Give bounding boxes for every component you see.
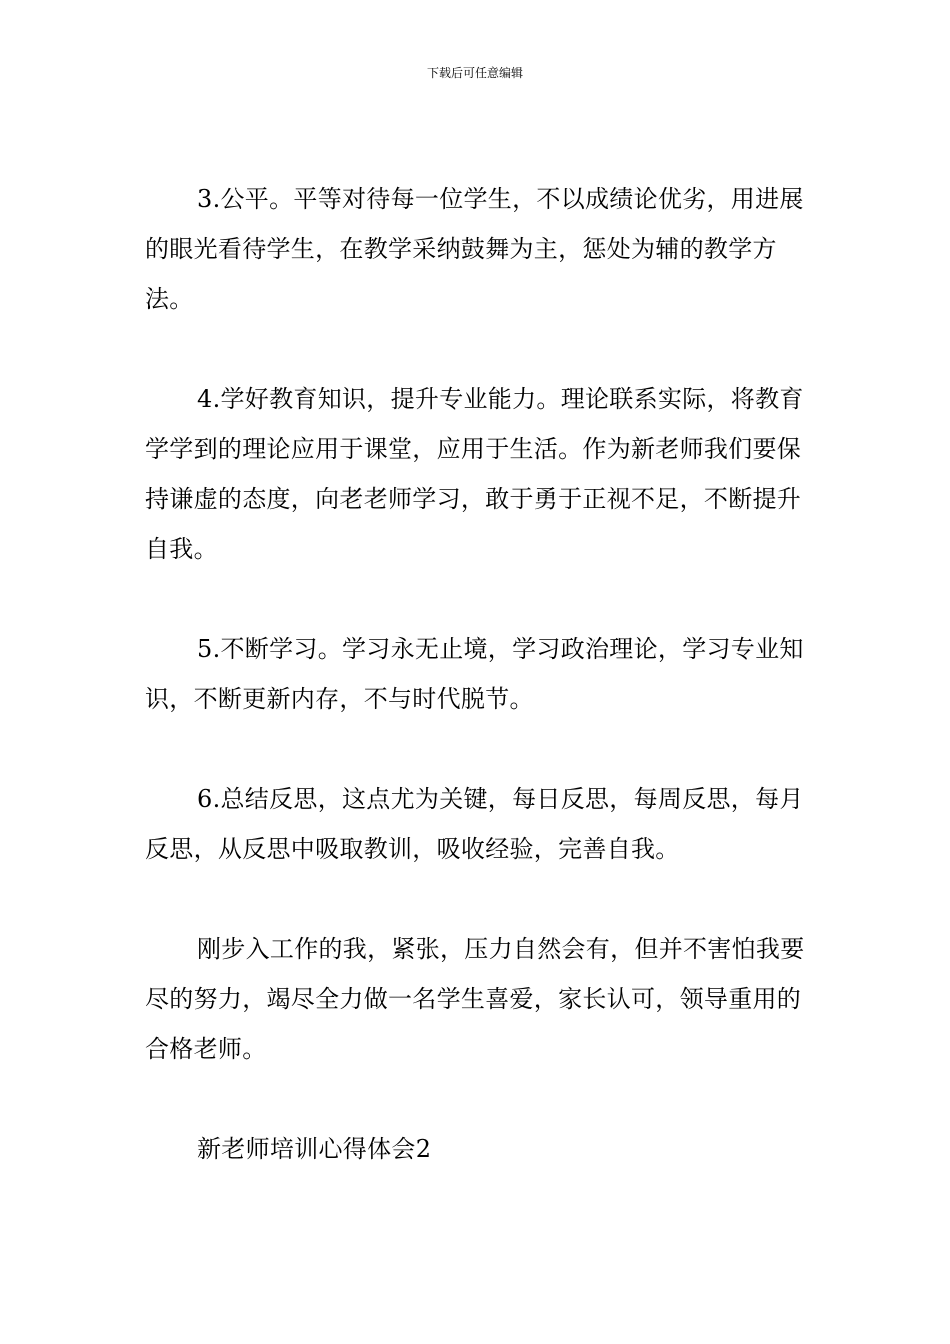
paragraph-fairness: 3.公平。平等对待每一位学生，不以成绩论优劣，用进展的眼光看待学生，在教学采纳鼓舞为主，惩处为辅的教学方法。 <box>145 185 804 313</box>
paragraph-reflection: 6.总结反思，这点尤为关键，每日反思，每周反思，每月反思，从反思中吸取教训，吸收经验，完善自我。 <box>145 785 804 863</box>
paragraph-new-job: 刚步入工作的我，紧张，压力自然会有，但并不害怕我要尽的努力，竭尽全力做一名学生喜爱，家长认可，领导重用的合格老师。 <box>145 935 805 1063</box>
header-note: 下载后可任意编辑 <box>426 66 523 80</box>
document-body <box>145 174 805 1174</box>
section-heading: 新老师培训心得体会2 <box>197 1135 432 1163</box>
paragraph-education-knowledge: 4.学好教育知识，提升专业能力。理论联系实际，将教育学学到的理论应用于课堂，应用于生活。作为新老师我们要保持谦虚的态度，向老老师学习，敢于勇于正视不足，不断提升自我。 <box>145 385 804 563</box>
paragraph-continuous-learning: 5.不断学习。学习永无止境，学习政治理论，学习专业知识，不断更新内存，不与时代脱节。 <box>145 635 804 713</box>
